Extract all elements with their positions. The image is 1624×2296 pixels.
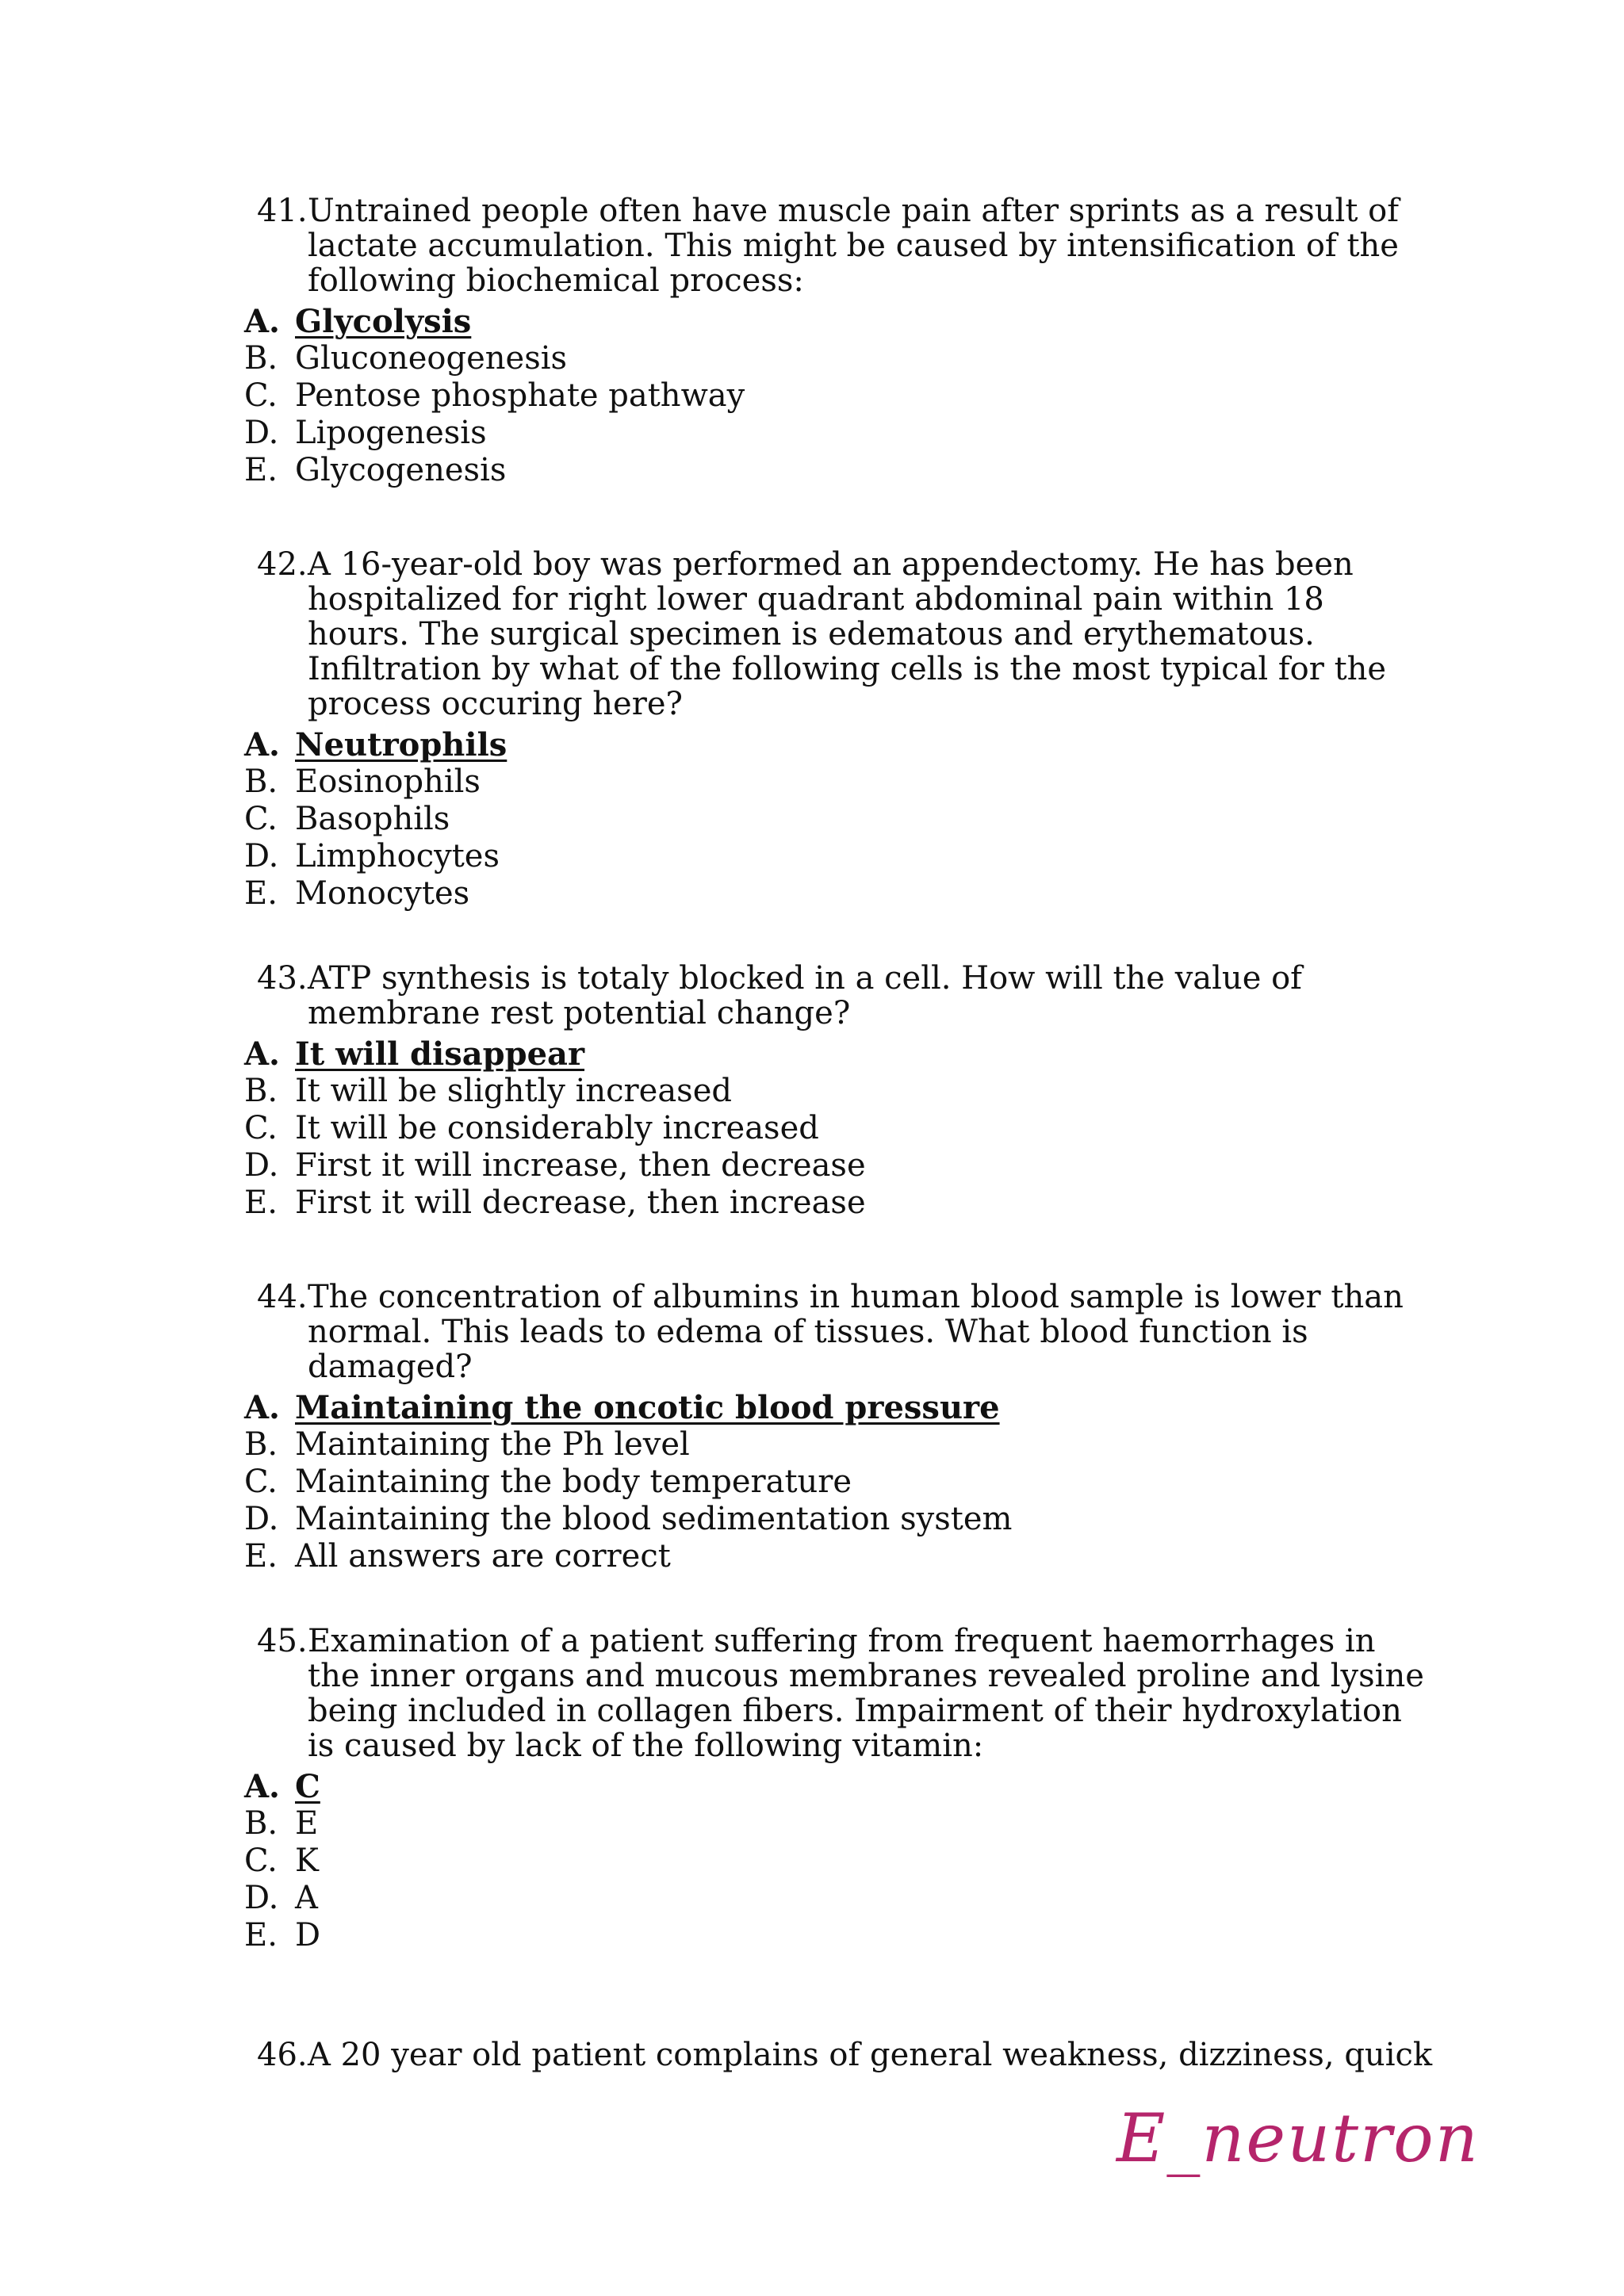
option-letter: B. <box>244 1073 278 1109</box>
option-text: All answers are correct <box>295 1538 671 1575</box>
option-letter: D. <box>244 415 279 451</box>
question-stem <box>257 193 1434 298</box>
option-text: Glycolysis <box>295 303 472 340</box>
option-letter: D. <box>244 1880 279 1916</box>
answer-option-correct <box>244 1389 1434 1426</box>
answer-option <box>244 801 1434 838</box>
option-text: Lipogenesis <box>295 415 487 451</box>
question-42 <box>244 547 1434 913</box>
answer-option-correct <box>244 1768 1434 1805</box>
question-text: A 16-year-old boy was performed an appendectomy. He has been hospitalized for right lower quadrant abdominal pain within 18 hours. The surgical specimen is edematous and erythematous. Infiltration by what of the following cells is the most typical for the process occuring here? <box>308 546 1387 722</box>
answer-option <box>244 763 1434 801</box>
option-letter: C. <box>244 801 278 837</box>
option-letter: E. <box>244 452 278 488</box>
answer-option <box>244 340 1434 377</box>
question-stem <box>257 1624 1434 1763</box>
question-number: 41. <box>257 193 308 229</box>
option-text: D <box>295 1917 321 1954</box>
option-letter: E. <box>244 1184 278 1221</box>
option-text: Eosinophils <box>295 763 481 800</box>
answer-option <box>244 1917 1434 1954</box>
option-text: First it will decrease, then increase <box>295 1184 866 1221</box>
option-text: C <box>295 1768 320 1805</box>
option-text: Maintaining the body temperature <box>295 1464 852 1500</box>
answer-option <box>244 1805 1434 1843</box>
option-text: E <box>295 1805 319 1842</box>
option-letter: C. <box>244 1843 278 1879</box>
question-stem <box>257 2038 1434 2072</box>
option-text: It will be considerably increased <box>295 1110 819 1146</box>
answer-option-correct <box>244 726 1434 763</box>
option-letter: E. <box>244 875 278 912</box>
answer-option <box>244 1501 1434 1538</box>
question-text: The concentration of albumins in human blood sample is lower than normal. This leads to edema of tissues. What blood function is damaged? <box>308 1279 1404 1385</box>
option-text: Monocytes <box>295 875 470 912</box>
question-41 <box>244 193 1434 489</box>
question-stem <box>257 547 1434 721</box>
question-text: Untrained people often have muscle pain after sprints as a result of lactate accumulation. This might be caused by intensification of the following biochemical process: <box>308 193 1399 299</box>
answer-options <box>244 1035 1434 1222</box>
answer-option <box>244 1110 1434 1147</box>
answer-option <box>244 1538 1434 1575</box>
option-letter: A. <box>244 1768 280 1805</box>
option-text: A <box>295 1880 318 1916</box>
option-text: Pentose phosphate pathway <box>295 377 745 414</box>
answer-option <box>244 1426 1434 1464</box>
answer-option-correct <box>244 303 1434 340</box>
answer-option <box>244 415 1434 452</box>
answer-option <box>244 1147 1434 1184</box>
answer-option-correct <box>244 1035 1434 1073</box>
option-text: Gluconeogenesis <box>295 340 568 377</box>
answer-option <box>244 1073 1434 1110</box>
answer-option <box>244 1843 1434 1880</box>
option-text: Limphocytes <box>295 838 500 874</box>
option-text: Glycogenesis <box>295 452 507 488</box>
option-letter: A. <box>244 726 280 763</box>
option-text: It will be slightly increased <box>295 1073 732 1109</box>
question-stem <box>257 961 1434 1031</box>
answer-options <box>244 1768 1434 1954</box>
option-letter: B. <box>244 1426 278 1463</box>
option-letter: C. <box>244 377 278 414</box>
question-46 <box>244 2038 1434 2072</box>
question-number: 46. <box>257 2037 308 2073</box>
option-letter: E. <box>244 1917 278 1954</box>
question-44 <box>244 1280 1434 1575</box>
answer-options <box>244 1389 1434 1575</box>
answer-option <box>244 1184 1434 1222</box>
option-text: Basophils <box>295 801 450 837</box>
option-letter: B. <box>244 1805 278 1842</box>
answer-option <box>244 1464 1434 1501</box>
option-letter: C. <box>244 1464 278 1500</box>
option-letter: A. <box>244 1035 280 1073</box>
option-letter: A. <box>244 303 280 340</box>
option-letter: B. <box>244 340 278 377</box>
question-stem <box>257 1280 1434 1384</box>
signature-watermark: E_neutron <box>1116 2099 1480 2177</box>
option-letter: B. <box>244 763 278 800</box>
option-text: Maintaining the oncotic blood pressure <box>295 1389 1000 1426</box>
option-letter: D. <box>244 1501 279 1537</box>
option-letter: C. <box>244 1110 278 1146</box>
option-text: Maintaining the Ph level <box>295 1426 690 1463</box>
option-text: Neutrophils <box>295 726 508 763</box>
question-number: 44. <box>257 1279 308 1315</box>
question-number: 45. <box>257 1623 308 1659</box>
option-text: K <box>295 1843 319 1879</box>
question-45 <box>244 1624 1434 1954</box>
question-text: A 20 year old patient complains of general weakness, dizziness, quick <box>308 2037 1433 2073</box>
option-text: Maintaining the blood sedimentation system <box>295 1501 1013 1537</box>
option-letter: D. <box>244 838 279 874</box>
answer-option <box>244 1880 1434 1917</box>
answer-option <box>244 875 1434 913</box>
option-letter: E. <box>244 1538 278 1575</box>
option-text: First it will increase, then decrease <box>295 1147 866 1184</box>
question-text: Examination of a patient suffering from frequent haemorrhages in the inner organs and mucous membranes revealed proline and lysine being included in collagen fibers. Impairment of their hydroxylation is caused by lack of the following vitamin: <box>308 1623 1424 1764</box>
question-text: ATP synthesis is totaly blocked in a cell. How will the value of membrane rest potential change? <box>308 960 1302 1031</box>
answer-option <box>244 452 1434 489</box>
answer-options <box>244 303 1434 489</box>
answer-options <box>244 726 1434 913</box>
option-text: It will disappear <box>295 1035 585 1073</box>
option-letter: A. <box>244 1389 280 1426</box>
option-letter: D. <box>244 1147 279 1184</box>
question-43 <box>244 961 1434 1222</box>
answer-option <box>244 377 1434 415</box>
answer-option <box>244 838 1434 875</box>
question-number: 42. <box>257 546 308 583</box>
question-number: 43. <box>257 960 308 997</box>
